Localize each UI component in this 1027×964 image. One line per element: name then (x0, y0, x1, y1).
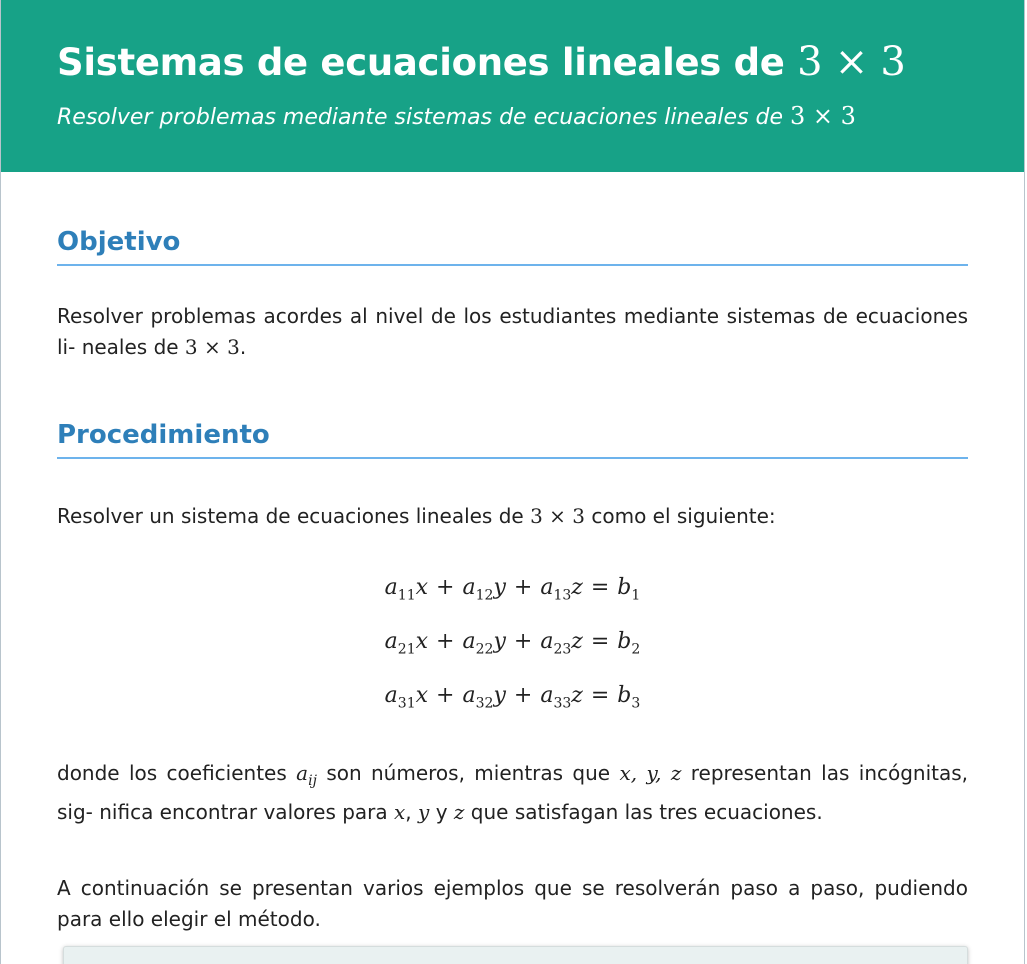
objetivo-text: Resolver problemas acordes al nivel de los estudiantes mediante sistemas de ecuaciones li- neales de 3 × 3. (57, 304, 968, 359)
procedimiento-heading: Procedimiento (57, 417, 968, 459)
examples-intro-paragraph: A continuación se presentan varios ejemplos que se resolverán paso a paso, pudiendo para ello elegir el método. (57, 876, 968, 931)
example-box (63, 946, 968, 964)
page-title: Sistemas de ecuaciones lineales de 3 × 3 (57, 39, 906, 85)
procedimiento-intro: Resolver un sistema de ecuaciones lineales de 3 × 3 como el siguiente: (57, 504, 776, 528)
equation-row: $a_{11}x + a_{12}y + a_{13}z = b_1$ (384, 575, 641, 604)
subtitle-math: 3 × 3 (790, 102, 856, 130)
title-math: 3 × 3 (797, 39, 906, 85)
main-content (1, 224, 1024, 935)
objetivo-math: 3 × 3 (184, 335, 240, 359)
equation-row: $a_{21}x + a_{22}y + a_{23}z = b_2$ (384, 629, 641, 658)
equation-system (57, 568, 968, 730)
intro-math: 3 × 3 (530, 504, 585, 528)
page-subtitle: Resolver problemas mediante sistemas de ecuaciones lineales de 3 × 3 (57, 102, 856, 130)
page-header (1, 0, 1024, 172)
coefficients-paragraph: donde los coeficientes $a_{ij}$ son números, mientras que x, y, z representan las incógnitas, sig- nifica encontrar valores para x, y y z que satisfagan las tres ecuaciones. (57, 761, 969, 824)
objetivo-heading: Objetivo (57, 224, 968, 266)
equation-row: $a_{31}x + a_{32}y + a_{33}z = b_3$ (384, 683, 641, 712)
